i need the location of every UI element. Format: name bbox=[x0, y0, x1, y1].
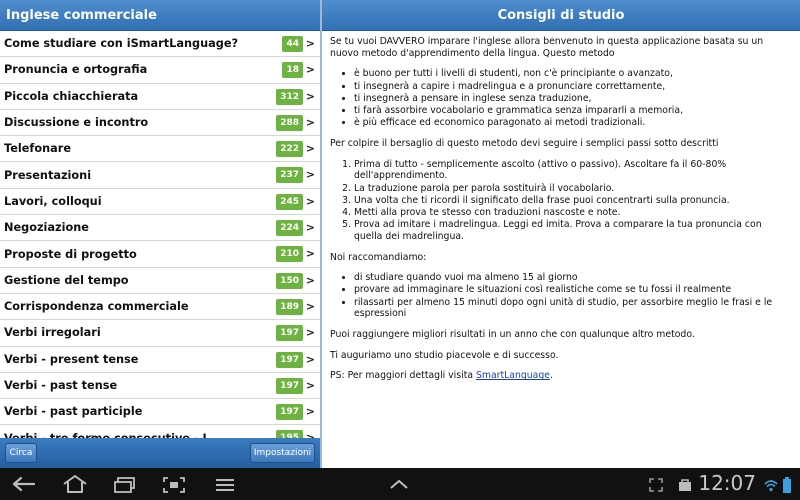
chevron-right-icon: > bbox=[305, 299, 315, 313]
count-badge: 189 bbox=[276, 299, 303, 315]
chevron-right-icon: > bbox=[305, 405, 315, 419]
home-icon[interactable] bbox=[62, 474, 88, 494]
ps-prefix: PS: Per maggiori dettagli visita bbox=[330, 370, 476, 382]
list-item-label: Verbi irregolari bbox=[4, 326, 101, 340]
list-item[interactable] bbox=[0, 294, 320, 320]
count-badge: 150 bbox=[276, 273, 303, 289]
list-item-label: Presentazioni bbox=[4, 168, 92, 182]
list-item[interactable] bbox=[0, 110, 320, 136]
count-badge: 197 bbox=[276, 325, 303, 341]
count-badge: 288 bbox=[276, 115, 303, 131]
chevron-right-icon: > bbox=[305, 326, 315, 340]
method-points bbox=[354, 68, 792, 129]
intro-text: Se tu vuoi DAVVERO imparare l'inglese allora benvenuto in questa applicazione basata su un nuovo metodo d'apprendimento della lingua. Questo metodo bbox=[330, 36, 764, 59]
count-badge: 245 bbox=[276, 194, 303, 210]
recent-apps-icon[interactable] bbox=[112, 476, 138, 494]
steps-intro: Per colpire il bersaglio di questo metodo devi seguire i semplici passi sotto descritti bbox=[330, 137, 719, 149]
list-title: Inglese commerciale bbox=[0, 0, 320, 31]
ps-suffix: . bbox=[550, 370, 553, 382]
topic-list-pane bbox=[0, 0, 320, 468]
list-item[interactable] bbox=[0, 136, 320, 162]
list-item[interactable] bbox=[0, 241, 320, 267]
list-item[interactable] bbox=[0, 162, 320, 188]
list-item-label: Gestione del tempo bbox=[4, 273, 129, 287]
screenshot-icon[interactable] bbox=[162, 476, 186, 494]
chevron-right-icon: > bbox=[305, 142, 315, 156]
back-icon[interactable] bbox=[12, 476, 38, 492]
chevron-right-icon: > bbox=[305, 89, 315, 103]
list-item[interactable] bbox=[0, 268, 320, 294]
list-item: • provare ad immaginare le situazioni così realistiche come se tu fossi il realmente bbox=[354, 284, 792, 296]
list-item-label: Telefonare bbox=[4, 142, 71, 156]
list-item[interactable] bbox=[0, 347, 320, 373]
ps-text bbox=[330, 370, 792, 382]
topic-list[interactable] bbox=[0, 31, 320, 438]
fullscreen-icon[interactable] bbox=[648, 477, 664, 493]
count-badge: 312 bbox=[276, 89, 303, 105]
study-tips-pane bbox=[322, 0, 800, 468]
count-badge: 44 bbox=[282, 36, 303, 52]
count-badge: 197 bbox=[276, 352, 303, 368]
list-item: • ti insegnerà a pensare in inglese senza traduzione, bbox=[354, 93, 792, 105]
list-item: 2. La traduzione parola per parola sostituirà il vocabolario. bbox=[354, 183, 792, 195]
study-tips-content bbox=[330, 36, 792, 391]
list-item-label: Proposte di progetto bbox=[4, 247, 137, 261]
list-item[interactable] bbox=[0, 31, 320, 57]
up-arrow-icon[interactable] bbox=[388, 478, 410, 490]
recommendations bbox=[354, 272, 792, 320]
list-item[interactable] bbox=[0, 320, 320, 346]
list-item: • di studiare quando vuoi ma almeno 15 al giorno bbox=[354, 272, 792, 284]
list-item[interactable] bbox=[0, 215, 320, 241]
menu-icon[interactable] bbox=[214, 477, 236, 493]
results-text: Puoi raggiungere migliori risultati in un anno che con qualunque altro metodo. bbox=[330, 329, 695, 341]
smartlanguage-link[interactable]: SmartLanguage bbox=[476, 370, 551, 382]
bag-icon bbox=[677, 477, 693, 493]
count-badge: 18 bbox=[282, 62, 303, 78]
chevron-right-icon: > bbox=[305, 194, 315, 208]
page-title: Consigli di studio bbox=[322, 0, 800, 31]
list-footer bbox=[0, 438, 320, 468]
count-badge: 237 bbox=[276, 167, 303, 183]
list-item: 5. Prova ad imitare i madrelingua. Leggi ed imita. Prova a comparare la tua pronuncia con quella dei madrelingua. bbox=[354, 219, 792, 242]
list-item: 1. Prima di tutto - semplicemente ascolto (attivo o passivo). Ascoltare fa il 60-80% dell'apprendimento. bbox=[354, 159, 792, 182]
count-badge: 197 bbox=[276, 404, 303, 420]
wish-text: Ti auguriamo uno studio piacevole e di successo. bbox=[330, 349, 559, 361]
list-item-label: Negoziazione bbox=[4, 221, 89, 235]
chevron-right-icon: > bbox=[305, 221, 315, 235]
about-button[interactable]: Circa bbox=[5, 443, 37, 463]
battery-icon bbox=[782, 476, 792, 494]
list-item: • ti farà assorbire vocabolario e grammatica senza impararli a memoria, bbox=[354, 105, 792, 117]
chevron-right-icon: > bbox=[305, 115, 315, 129]
list-item-label: Verbi - past tense bbox=[4, 379, 118, 392]
chevron-right-icon: > bbox=[305, 63, 315, 77]
list-item: • è buono per tutti i livelli di studenti, non c'è principiante o avanzato, bbox=[354, 68, 792, 80]
list-item[interactable] bbox=[0, 399, 320, 425]
count-badge: 222 bbox=[276, 141, 303, 157]
count-badge: 197 bbox=[276, 378, 303, 394]
list-item: 4. Metti alla prova te stesso con traduzioni nascoste e note. bbox=[354, 207, 792, 219]
chevron-right-icon: > bbox=[305, 37, 315, 50]
list-item: • rilassarti per almeno 15 minuti dopo ogni unità di studio, per assorbire meglio le frasi e le espressioni bbox=[354, 297, 792, 320]
list-item-label: Piccola chiacchierata bbox=[4, 89, 139, 103]
list-item: 3. Una volta che ti ricordi il significato della frase puoi concentrarti sulla pronuncia. bbox=[354, 195, 792, 207]
list-item-label: Verbi - present tense bbox=[4, 352, 139, 366]
list-item-label: Lavori, colloqui bbox=[4, 194, 102, 208]
list-item-label: Pronuncia e ortografia bbox=[4, 63, 148, 77]
chevron-right-icon: > bbox=[305, 247, 315, 261]
steps-list bbox=[354, 159, 792, 243]
list-item: • è più efficace ed economico paragonato ai metodi tradizionali. bbox=[354, 117, 792, 129]
chevron-right-icon: > bbox=[305, 352, 315, 366]
settings-button[interactable]: Impostazioni bbox=[250, 443, 315, 463]
list-item-label: Verbi - past participle bbox=[4, 405, 143, 419]
recommend-intro: Noi raccomandiamo: bbox=[330, 251, 427, 263]
clock: 12:07 bbox=[698, 471, 756, 495]
wifi-icon bbox=[764, 478, 778, 492]
chevron-right-icon: > bbox=[305, 168, 315, 182]
list-item-label: Corrispondenza commerciale bbox=[4, 300, 189, 314]
list-item[interactable] bbox=[0, 189, 320, 215]
list-item: • ti insegnerà a capire i madrelingua e a pronunciare correttamente, bbox=[354, 81, 792, 93]
count-badge: 210 bbox=[276, 246, 303, 262]
chevron-right-icon: > bbox=[305, 273, 315, 287]
list-item[interactable] bbox=[0, 373, 320, 399]
list-item-label: Discussione e incontro bbox=[4, 116, 149, 130]
system-bar bbox=[0, 468, 800, 500]
count-badge: 224 bbox=[276, 220, 303, 236]
list-item[interactable] bbox=[0, 57, 320, 83]
list-item[interactable] bbox=[0, 84, 320, 110]
chevron-right-icon: > bbox=[305, 378, 315, 392]
list-item-label: Come studiare con iSmartLanguage? bbox=[4, 37, 239, 51]
